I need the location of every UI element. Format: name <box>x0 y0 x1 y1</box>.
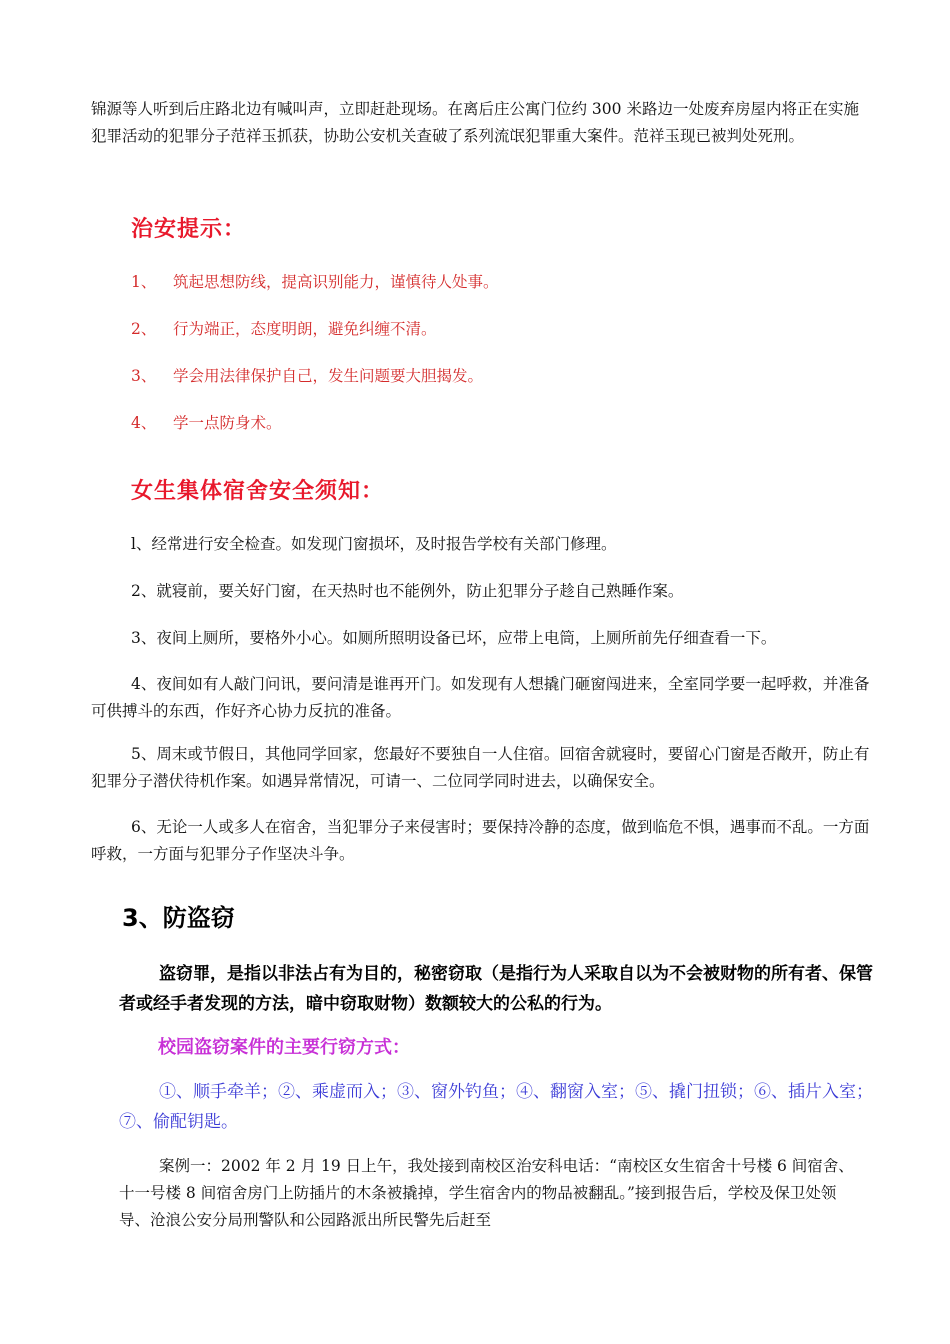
tip-item-1 <box>131 270 499 292</box>
tip-number: 4、 <box>131 414 157 432</box>
theft-methods-list: ①、顺手牵羊；②、乘虚而入；③、窗外钓鱼；④、翻窗入室；⑤、撬门扭锁；⑥、插片入室；⑦、偷配钥匙。 <box>119 1082 873 1132</box>
dorm-rule-5: 5、周末或节假日，其他同学回家，您最好不要独自一人住宿。回宿舍就寝时，要留心门窗是否敞开，防止有犯罪分子潜伏待机作案。如遇异常情况，可请一、二位同学同时进去，以确保安全。 <box>91 745 870 790</box>
tip-number: 1、 <box>131 273 157 291</box>
intro-paragraph: 锦源等人听到后庄路北边有喊叫声，立即赶赴现场。在离后庄公寓门位约 300 米路边一处废弃房屋内将正在实施犯罪活动的犯罪分子范祥玉抓获，协助公安机关查破了系列流氓犯罪重大案件。范祥玉现已被判处死刑。 <box>91 100 859 145</box>
dorm-rule-3: 3、夜间上厕所，要格外小心。如厕所照明设备已坏，应带上电筒，上厕所前先仔细查看一下。 <box>131 629 777 647</box>
tip-text: 学会用法律保护自己，发生问题要大胆揭发。 <box>173 367 484 385</box>
theft-definition: 盗窃罪，是指以非法占有为目的，秘密窃取（是指行为人采取自以为不会被财物的所有者、保管者或经手者发现的方法，暗中窃取财物）数额较大的公私的行为。 <box>119 964 873 1014</box>
tip-text: 学一点防身术。 <box>173 414 282 432</box>
dorm-rule-4: 4、夜间如有人敲门问讯，要问清是谁再开门。如发现有人想撬门砸窗闯进来，全室同学要一起呼救，并准备可供搏斗的东西，作好齐心协力反抗的准备。 <box>91 675 870 720</box>
tip-text: 筑起思想防线，提高识别能力，谨慎待人处事。 <box>173 273 499 291</box>
theft-methods-heading: 校园盗窃案件的主要行窃方式： <box>158 1037 410 1058</box>
dorm-rule-1: l、经常进行安全检查。如发现门窗损坏，及时报告学校有关部门修理。 <box>131 535 617 553</box>
dorm-rule-6: 6、无论一人或多人在宿舍，当犯罪分子来侵害时；要保持冷静的态度，做到临危不惧，遇事而不乱。一方面呼救，一方面与犯罪分子作坚决斗争。 <box>91 818 870 863</box>
tip-number: 3、 <box>131 367 157 385</box>
tip-number: 2、 <box>131 320 157 338</box>
tip-item-3 <box>131 364 483 386</box>
case-one-paragraph: 案例一：2002 年 2 月 19 日上午，我处接到南校区治安科电话：“南校区女生宿舍十号楼 6 间宿舍、十一号楼 8 间宿舍房门上防插片的木条被撬掉，学生宿舍内的物品被翻乱。”接到报告后，学校及保卫处领导、沧浪公安分局刑警队和公园路派出所民警先后赶至 <box>119 1157 854 1229</box>
dorm-safety-heading: 女生集体宿舍安全须知： <box>131 479 385 504</box>
theft-section-title: 3、防盗窃 <box>122 904 235 932</box>
security-tips-heading: 治安提示： <box>131 217 247 242</box>
tip-item-4 <box>131 411 282 433</box>
dorm-rule-2: 2、就寝前，要关好门窗，在天热时也不能例外，防止犯罪分子趁自己熟睡作案。 <box>131 582 684 600</box>
tip-item-2 <box>131 317 437 339</box>
tip-text: 行为端正，态度明朗，避免纠缠不清。 <box>173 320 437 338</box>
